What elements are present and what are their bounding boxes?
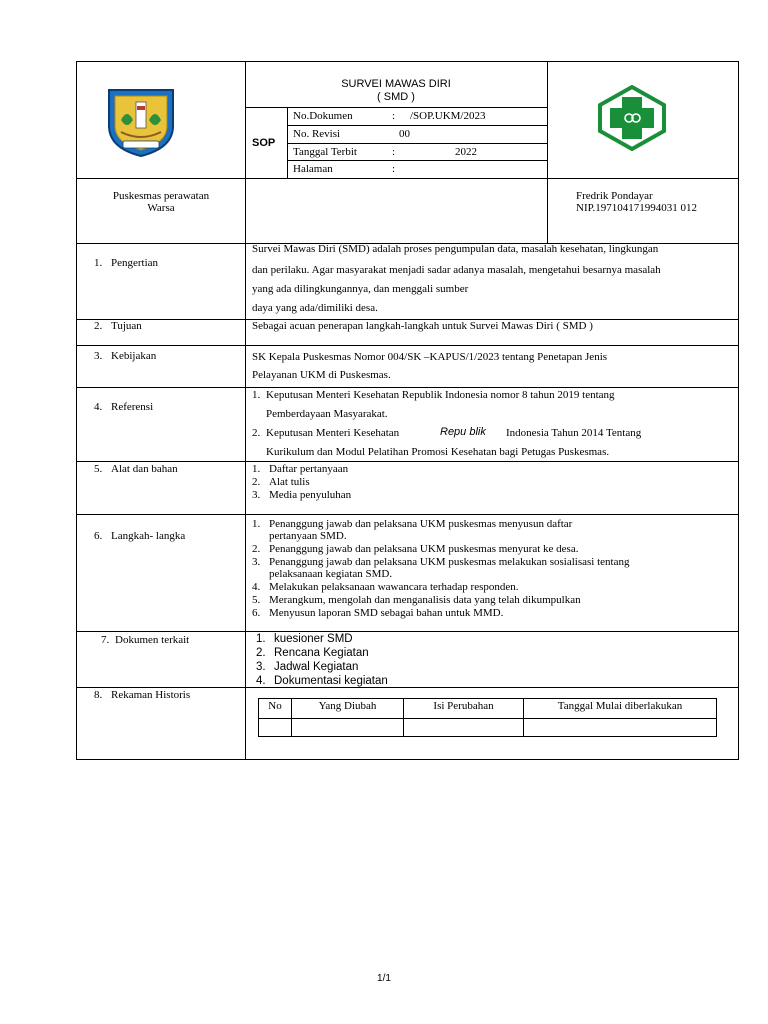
regency-emblem-icon xyxy=(99,86,183,163)
section-number: 3. xyxy=(94,350,103,362)
list-item: Media penyuluhan xyxy=(269,489,352,501)
meta-label: No.Dokumen xyxy=(293,110,353,122)
section-text: SK Kepala Puskesmas Nomor 004/SK –KAPUS/1/2023 tentang Penetapan Jenis xyxy=(252,351,608,363)
section-label: Referensi xyxy=(111,401,154,413)
list-number: 2. xyxy=(252,476,261,488)
rule xyxy=(76,387,739,388)
list-item: Penanggung jawab dan pelaksana UKM puskesmas menyurat ke desa. xyxy=(269,543,579,555)
list-number: 4. xyxy=(256,675,266,687)
meta-label: No. Revisi xyxy=(293,128,341,140)
table-header-cell: No xyxy=(268,700,282,712)
meta-value: 00 xyxy=(399,128,410,140)
section-label: Alat dan bahan xyxy=(111,463,178,475)
table-header-cell: Tanggal Mulai diberlakukan xyxy=(557,700,683,712)
list-item: Keputusan Menteri Kesehatan xyxy=(266,427,400,439)
list-item: Dokumentasi kegiatan xyxy=(274,675,388,687)
section-number: 7. xyxy=(101,634,110,646)
page-number: 1/1 xyxy=(377,973,391,984)
meta-separator: : xyxy=(392,146,396,158)
rule xyxy=(76,61,77,760)
signatory-nip: NIP.197104171994031 012 xyxy=(576,202,698,214)
rule xyxy=(258,736,716,737)
institution-name-line2: Warsa xyxy=(147,202,175,214)
list-item: Kurikulum dan Modul Pelatihan Promosi Kesehatan bagi Petugas Puskesmas. xyxy=(266,446,610,458)
rule xyxy=(76,514,739,515)
meta-value: 2022 xyxy=(455,146,477,158)
list-item: pelaksanaan kegiatan SMD. xyxy=(269,568,393,580)
rule xyxy=(76,61,739,62)
rule xyxy=(76,687,739,688)
paragraph-line: daya yang ada/dimiliki desa. xyxy=(252,302,378,314)
rule xyxy=(258,698,716,699)
list-item: Daftar pertanyaan xyxy=(269,463,349,475)
list-item: Merangkum, mengolah dan menganalisis data yang telah dikumpulkan xyxy=(269,594,581,606)
list-item: Melakukan pelaksanaan wawancara terhadap responden. xyxy=(269,581,519,593)
section-number: 2. xyxy=(94,320,103,332)
rule xyxy=(258,718,716,719)
section-label: Tujuan xyxy=(111,320,142,332)
list-number: 2. xyxy=(252,427,261,439)
signatory-name: Fredrik Pondayar xyxy=(576,190,653,202)
meta-label: Tanggal Terbit xyxy=(293,146,357,158)
section-label: Kebijakan xyxy=(111,350,157,362)
puskesmas-cross-logo-icon xyxy=(598,85,666,156)
meta-separator: : xyxy=(392,110,396,122)
list-number: 2. xyxy=(256,647,266,659)
list-number: 6. xyxy=(252,607,261,619)
list-number: 1. xyxy=(252,463,261,475)
rule xyxy=(287,125,547,126)
rule xyxy=(547,61,548,243)
sop-label: SOP xyxy=(252,137,276,149)
list-item: Keputusan Menteri Kesehatan Republik Indonesia nomor 8 tahun 2019 tentang xyxy=(266,389,615,401)
paragraph-line: dan perilaku. Agar masyarakat menjadi sadar adanya masalah, mengetahui besarnya masalah xyxy=(252,264,661,276)
list-number: 3. xyxy=(256,661,266,673)
rule xyxy=(76,345,739,346)
section-number: 6. xyxy=(94,530,103,542)
section-text: Sebagai acuan penerapan langkah-langkah untuk Survei Mawas Diri ( SMD ) xyxy=(252,320,593,332)
rule xyxy=(738,61,739,760)
list-number: 1. xyxy=(256,633,266,645)
rule xyxy=(76,759,739,760)
section-number: 5. xyxy=(94,463,103,475)
document-title: SURVEI MAWAS DIRI xyxy=(341,78,451,90)
rule xyxy=(245,107,547,108)
section-label: Langkah- langka xyxy=(111,530,186,542)
rule xyxy=(716,698,717,737)
list-item: Jadwal Kegiatan xyxy=(274,661,359,673)
list-number: 4. xyxy=(252,581,261,593)
list-number: 2. xyxy=(252,543,261,555)
section-label: Rekaman Historis xyxy=(111,689,191,701)
list-item: kuesioner SMD xyxy=(274,633,353,645)
paragraph-line: Survei Mawas Diri (SMD) adalah proses pengumpulan data, masalah kesehatan, lingkungan xyxy=(252,243,659,255)
rule xyxy=(76,631,739,632)
list-item: Repu blik xyxy=(440,426,486,438)
list-item: Rencana Kegiatan xyxy=(274,647,369,659)
list-number: 1. xyxy=(252,518,261,530)
meta-separator: : xyxy=(392,163,396,175)
table-header-cell: Yang Diubah xyxy=(318,700,377,712)
list-number: 3. xyxy=(252,556,261,568)
table-header-cell: Isi Perubahan xyxy=(433,700,494,712)
meta-value: /SOP.UKM/2023 xyxy=(410,110,486,122)
list-item: Alat tulis xyxy=(269,476,310,488)
rule xyxy=(76,178,739,179)
rule xyxy=(245,61,246,760)
rule xyxy=(287,160,547,161)
list-item: Menyusun laporan SMD sebagai bahan untuk MMD. xyxy=(269,607,504,619)
section-label: Dokumen terkait xyxy=(115,634,190,646)
section-text: Pelayanan UKM di Puskesmas. xyxy=(252,369,391,381)
document-subtitle: ( SMD ) xyxy=(377,91,415,103)
rule xyxy=(287,107,288,178)
meta-label: Halaman xyxy=(293,163,333,175)
institution-name: Puskesmas perawatan xyxy=(112,190,210,202)
list-item: Penanggung jawab dan pelaksana UKM puskesmas menyusun daftar xyxy=(269,518,573,530)
rule xyxy=(76,461,739,462)
section-number: 8. xyxy=(94,689,103,701)
list-number: 5. xyxy=(252,594,261,606)
list-item: Indonesia Tahun 2014 Tentang xyxy=(506,427,642,439)
list-item: pertanyaan SMD. xyxy=(269,530,347,542)
list-item: Penanggung jawab dan pelaksana UKM puskesmas melakukan sosialisasi tentang xyxy=(269,556,630,568)
list-number: 1. xyxy=(252,389,261,401)
paragraph-line: yang ada dilingkungannya, dan menggali sumber xyxy=(252,283,469,295)
list-item: Pemberdayaan Masyarakat. xyxy=(266,408,388,420)
section-number: 4. xyxy=(94,401,103,413)
list-number: 3. xyxy=(252,489,261,501)
section-label: Pengertian xyxy=(111,257,159,269)
rule xyxy=(287,143,547,144)
section-number: 1. xyxy=(94,257,103,269)
